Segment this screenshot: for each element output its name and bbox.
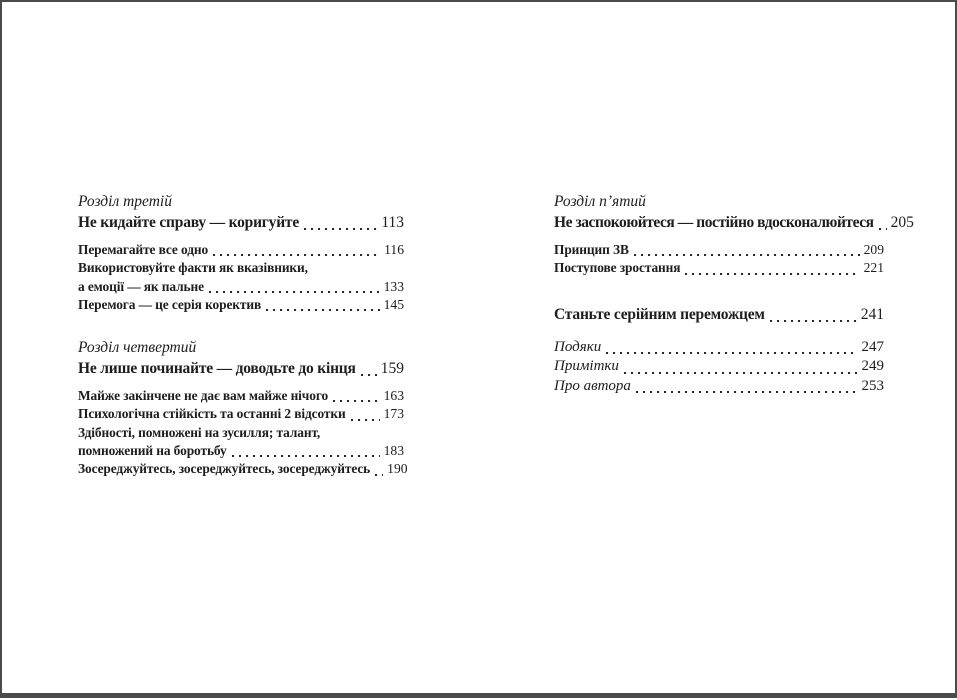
entry-text: Перемагайте все одно (78, 242, 209, 257)
dot-leader (333, 400, 380, 402)
chapter-title-row (78, 358, 404, 379)
entry-text: Зосереджуйтесь, зосереджуйтесь, зосереджуйтесь (78, 461, 371, 477)
chapter-title-row (78, 212, 404, 233)
entry-text: Принцип ЗВ (554, 242, 629, 257)
toc-entry (78, 405, 404, 423)
toc-entry-continuation (78, 442, 404, 460)
back-matter-item (554, 338, 884, 358)
toc-entry (78, 387, 404, 405)
dot-leader (351, 419, 380, 421)
entry-text: Здібності, помножені на зусилля; талант, (78, 424, 321, 440)
toc-entry (78, 241, 404, 259)
page-number: 221 (863, 260, 884, 276)
dot-leader (879, 228, 887, 230)
dot-leader (232, 455, 380, 457)
page-number: 209 (863, 242, 884, 257)
back-matter-item (554, 357, 884, 377)
page-number: 190 (387, 461, 408, 477)
back-matter-item (554, 377, 884, 397)
toc-section-chapter-5 (554, 192, 914, 278)
toc-left-column (78, 192, 408, 479)
page-number: 163 (383, 388, 404, 404)
entry-text: помножений на боротьбу (78, 443, 227, 459)
toc-entry-continuation (78, 278, 404, 296)
dot-leader (361, 374, 377, 376)
toc-entries (554, 241, 884, 278)
page-number: 133 (383, 278, 404, 294)
toc-back-matter (554, 338, 884, 397)
chapter-title-text: Станьте серійним переможцем (554, 305, 765, 323)
toc-right-column (554, 192, 914, 396)
back-matter-text: Подяки (554, 338, 602, 355)
chapter-label: Розділ п’ятий (554, 193, 646, 210)
toc-entry (78, 259, 404, 277)
toc-section-chapter-4 (78, 338, 408, 478)
toc-entry (554, 241, 884, 259)
toc-entry (554, 259, 884, 277)
toc-entries (78, 241, 404, 314)
chapter-title-text: Не заспокоюйтеся — постійно вдосконалюйтеся (554, 214, 874, 231)
dot-leader (213, 254, 380, 256)
chapter-title-text: Не лише починайте — доводьте до кінця (78, 360, 356, 378)
dot-leader (624, 372, 858, 374)
toc-section-chapter-3 (78, 192, 404, 314)
entry-text: а емоції — як пальне (78, 278, 204, 294)
page-number: 116 (384, 242, 404, 257)
toc-entries (78, 387, 408, 478)
dot-leader (770, 320, 857, 322)
dot-leader (375, 474, 383, 476)
back-matter-text: Примітки (554, 358, 619, 375)
page-number: 183 (383, 443, 404, 459)
entry-text: Майже закінчене не дає вам майже нічого (78, 388, 329, 404)
dot-leader (636, 391, 858, 393)
dot-leader (685, 273, 859, 275)
page-number: 205 (890, 214, 914, 231)
entry-text: Використовуйте факти як вказівники, (78, 260, 308, 276)
toc-entry (78, 296, 404, 314)
page-number: 113 (381, 214, 404, 231)
page-number: 145 (383, 296, 404, 312)
dot-leader (606, 352, 857, 354)
entry-text: Поступове зростання (554, 260, 681, 276)
page-number: 241 (860, 305, 884, 323)
toc-entry (78, 460, 408, 478)
chapter-label: Розділ четвертий (78, 339, 197, 357)
toc-standalone-chapter-row (554, 304, 884, 325)
dot-leader (304, 228, 377, 230)
entry-text: Психологічна стійкість та останні 2 відсотки (78, 406, 346, 422)
page-number: 249 (861, 358, 884, 375)
page-number: 247 (861, 338, 884, 355)
toc-entry (78, 424, 404, 442)
page-number: 253 (861, 377, 884, 394)
entry-text: Перемога — це серія коректив (78, 296, 262, 312)
back-matter-text: Про автора (554, 377, 631, 394)
chapter-label: Розділ третій (78, 193, 172, 210)
chapter-title-row (554, 212, 914, 233)
page-number: 173 (383, 406, 404, 422)
chapter-title-text: Не кидайте справу — коригуйте (78, 214, 300, 231)
page-number: 159 (380, 360, 404, 378)
dot-leader (266, 309, 379, 311)
dot-leader (634, 254, 860, 256)
dot-leader (209, 291, 380, 293)
